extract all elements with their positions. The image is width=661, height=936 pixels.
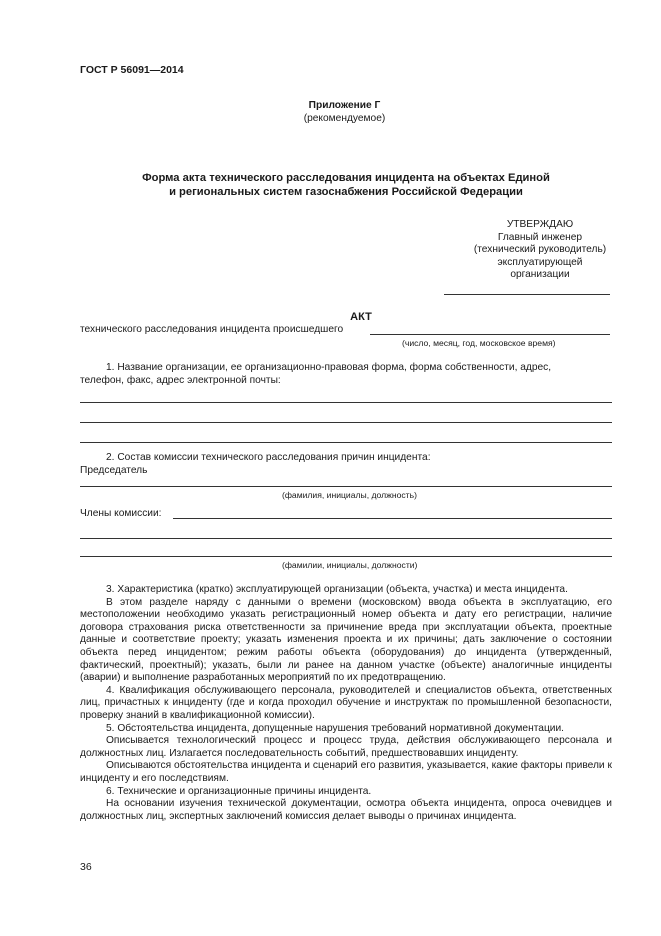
approval-line-3: (технический руководитель) (473, 244, 607, 256)
paragraph-3: 3. Характеристика (кратко) эксплуатирующей организации (объекта, участка) и места инцидента. (106, 584, 568, 595)
section2-members-label: Члены комиссии: (80, 508, 162, 519)
approval-block (440, 219, 610, 282)
section1-fill-line-3 (80, 442, 612, 443)
appendix-subtitle: (рекомендуемое) (303, 113, 386, 124)
paragraph-5b: Описываются обстоятельства инцидента и сценарий его развития, указывается, какие факторы привели к инциденту и его последствиям. (80, 760, 612, 784)
section1-line2: телефон, факс, адрес электронной почты: (80, 375, 281, 386)
section1-fill-line-2 (80, 422, 612, 423)
section2-title: 2. Состав комиссии технического расследования причин инцидента: (106, 452, 431, 463)
act-subtitle: технического расследования инцидента происшедшего (80, 324, 344, 335)
form-title-line2: и региональных систем газоснабжения Российской Федерации (169, 186, 523, 198)
standard-number: ГОСТ Р 56091—2014 (80, 64, 184, 76)
form-title-line1: Форма акта технического расследования инцидента на объектах Единой (142, 172, 550, 184)
section2-chair-hint: (фамилия, инициалы, должность) (282, 490, 417, 500)
paragraph-6: 6. Технические и организационные причины инцидента. (106, 785, 372, 797)
section2-chair-line (80, 486, 612, 487)
paragraph-5: 5. Обстоятельства инцидента, допущенные нарушения требований нормативной документации. (106, 722, 564, 734)
section2-chair-label: Председатель (80, 465, 148, 476)
body-text (80, 584, 612, 823)
section2-members-line-1 (173, 518, 612, 519)
paragraph-3a: В этом разделе наряду с данными о времени (московском) ввода объекта в эксплуатацию, его местоположении необходимо указать регистрационный номер объекта и дату его регистрации, наличие договора страхования риска ответственности за причинение вреда при эксплуатации объекта, проектные данные и соответствие проекту; указать изменения проекта и их причины; дать заключение о состоянии объекта перед инцидентом; режим работы объекта (оборудования) до инцидента (утвержденный, фактический, проектный); указать, были ли ранее на данном участке (объекте) аналогичные инциденты (аварии) и выполнение разработанных мероприятий по их предотвращению. (80, 596, 612, 684)
approval-line-2: Главный инженер (497, 231, 583, 243)
appendix-title: Приложение Г (308, 100, 381, 111)
section1-fill-line-1 (80, 402, 612, 403)
approval-signature-line (444, 294, 610, 295)
section2-members-line-2 (80, 538, 612, 539)
paragraph-6a: На основании изучения технической документации, осмотра объекта инцидента, опроса очевидцев и должностных лиц, экспертных заключений комиссия делает выводы о причинах инцидента. (80, 798, 612, 822)
page-number: 36 (80, 861, 92, 873)
act-date-hint: (число, месяц, год, московское время) (402, 338, 556, 348)
section1-line1: 1. Название организации, ее организационно-правовая форма, форма собственности, адрес, (106, 362, 552, 373)
paragraph-4: 4. Квалификация обслуживающего персонала, руководителей и специалистов объекта, ответственных лиц, причастных к инциденту (где и когда проходил обучение и инструктаж по промышленной безопасности, проверку знаний в квалификационной комиссии). (80, 684, 612, 721)
approval-line-4: эксплуатирующей организации (497, 256, 583, 281)
section2-members-line-3 (80, 556, 612, 557)
paragraph-5a: Описывается технологический процесс и процесс труда, действия обслуживающего персонала и должностных лиц. Излагается последовательность событий, предшествовавших инциденту. (80, 735, 612, 759)
approval-line-1: УТВЕРЖДАЮ (506, 219, 574, 230)
act-title: АКТ (350, 311, 372, 323)
section2-members-hint: (фамилии, инициалы, должности) (282, 560, 418, 570)
act-date-line (370, 334, 610, 335)
